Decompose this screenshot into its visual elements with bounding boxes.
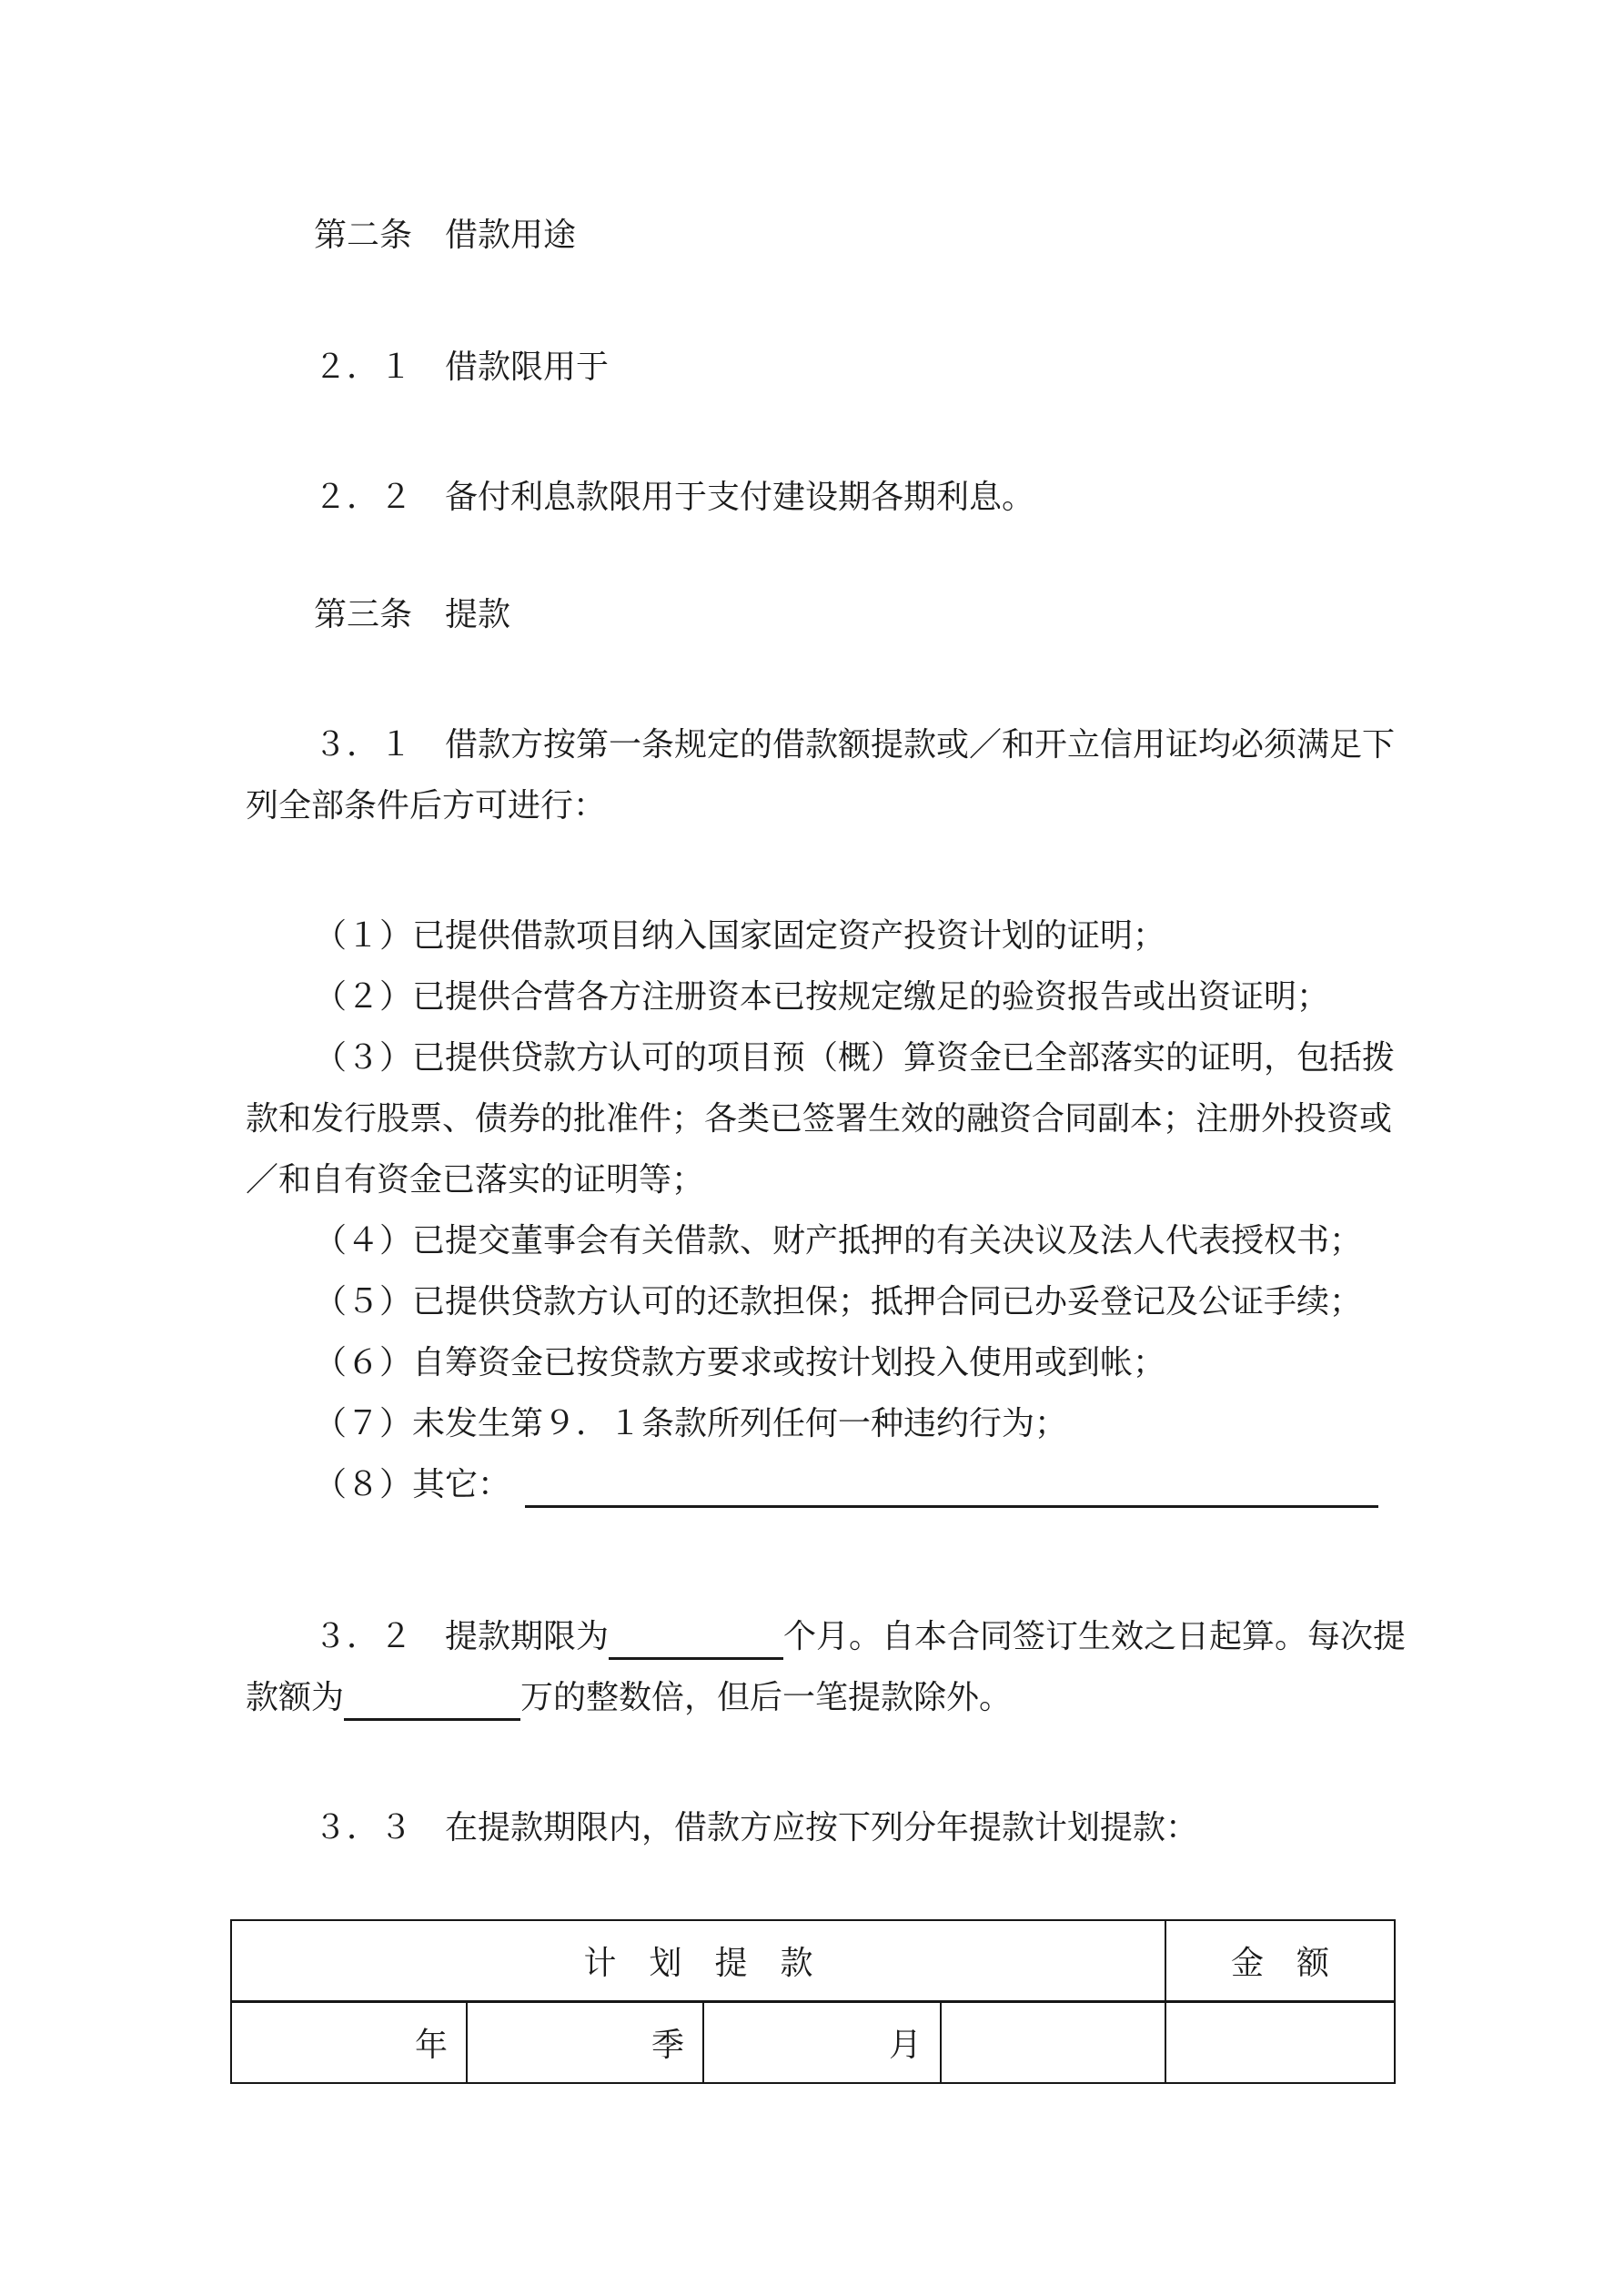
clause-2-1: ２．１ 借款限用于 — [314, 349, 610, 385]
clause-3-1 — [246, 714, 1406, 836]
quarter-cell: 季 — [467, 2002, 703, 2084]
clause-2-2: ２．２ 备付利息款限用于支付建设期各期利息。 — [314, 479, 1035, 515]
amount-header-cell: 金 额 — [1165, 1920, 1395, 2002]
clause-3-3: ３．３ 在提款期限内，借款方应按下列分年提款计划提款： — [314, 1809, 1199, 1846]
withdrawal-conditions-list — [246, 905, 1406, 1515]
year-cell: 年 — [231, 2002, 467, 2084]
clause-3-2-line-2 — [246, 1667, 1406, 1728]
clause-3-1-line-1: ３．１ 借款方按第一条规定的借款额提款或／和开立信用证均必须满足下 — [314, 726, 1396, 763]
clause-3-2 — [246, 1606, 1406, 1728]
clause-3-2-line-2-suffix: 万的整数倍，但后一笔提款除外。 — [520, 1679, 1013, 1715]
condition-1: （１）已提供借款项目纳入国家固定资产投资计划的证明； — [314, 917, 1166, 954]
plan-header-cell: 计 划 提 款 — [231, 1920, 1165, 2002]
plan-empty-cell[interactable] — [941, 2002, 1165, 2084]
withdrawal-period-months-blank[interactable] — [609, 1624, 783, 1660]
clause-3-2-line-2-prefix: 款额为 — [246, 1679, 345, 1715]
condition-3-line-3: ／和自有资金已落实的证明等； — [246, 1161, 705, 1198]
other-conditions-blank[interactable] — [525, 1472, 1378, 1508]
condition-7: （７）未发生第９．１条款所列任何一种违约行为； — [314, 1405, 1068, 1441]
plan-table-header-row — [231, 1920, 1395, 2002]
document-body — [246, 0, 1406, 2084]
clause-3-2-line-1-suffix: 个月。自本合同签订生效之日起算。每次提 — [783, 1618, 1407, 1654]
month-cell: 月 — [703, 2002, 941, 2084]
clause-3-1-line-2: 列全部条件后方可进行： — [246, 787, 607, 824]
condition-6: （６）自筹资金已按贷款方要求或按计划投入使用或到帐； — [314, 1344, 1166, 1381]
condition-3-line-1: （３）已提供贷款方认可的项目预（概）算资金已全部落实的证明，包括拨 — [314, 1039, 1396, 1076]
withdrawal-amount-multiple-blank[interactable] — [344, 1685, 520, 1721]
condition-3-line-2: 款和发行股票、债券的批准件；各类已签署生效的融资合同副本；注册外投资或 — [246, 1100, 1393, 1137]
plan-table-row — [231, 2002, 1395, 2084]
clause-3-2-line-1-prefix: ３．２ 提款期限为 — [314, 1618, 610, 1654]
condition-4: （４）已提交董事会有关借款、财产抵押的有关决议及法人代表授权书； — [314, 1222, 1363, 1259]
withdrawal-plan-table — [230, 1919, 1396, 2084]
amount-empty-cell[interactable] — [1165, 2002, 1395, 2084]
condition-5: （５）已提供贷款方认可的还款担保；抵押合同已办妥登记及公证手续； — [314, 1283, 1363, 1320]
article-2-title: 第二条 借款用途 — [314, 217, 577, 253]
clause-3-2-line-1 — [246, 1606, 1406, 1667]
article-3-title: 第三条 提款 — [314, 596, 511, 632]
condition-2: （２）已提供合营各方注册资本已按规定缴足的验资报告或出资证明； — [314, 978, 1330, 1015]
condition-8 — [246, 1454, 1406, 1515]
condition-8-label: （８）其它： — [314, 1466, 511, 1502]
